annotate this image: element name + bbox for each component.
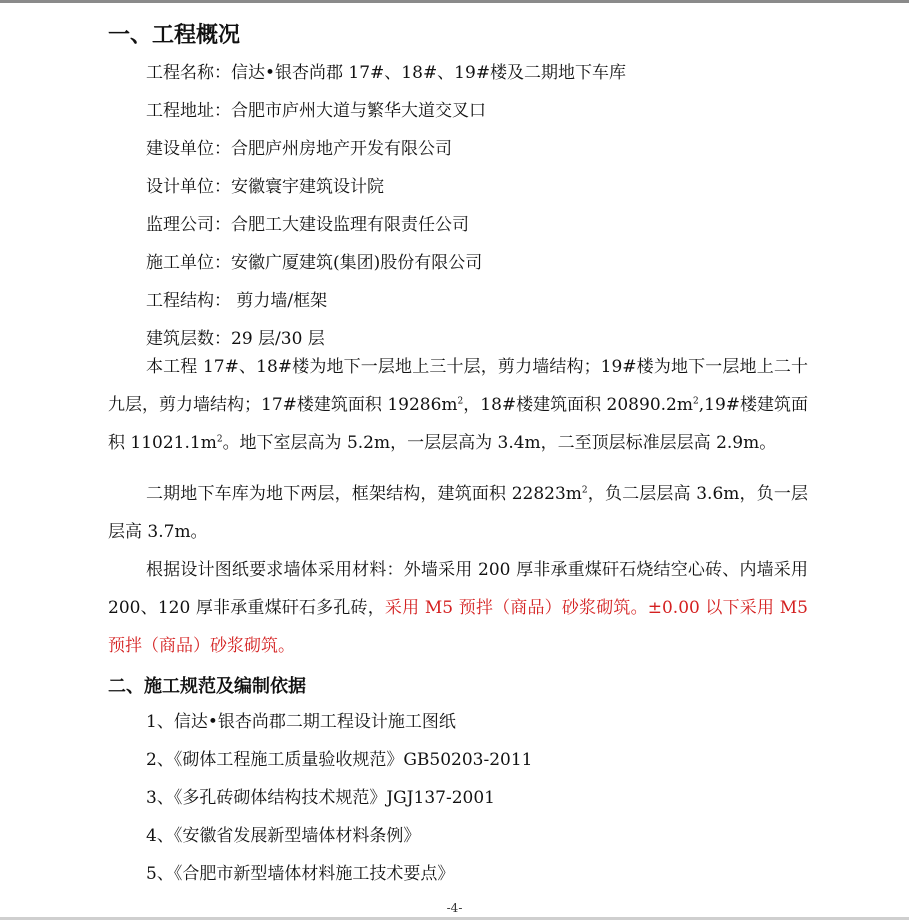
designer-line: 设计单位：安徽寰宇建筑设计院 [146,177,384,197]
structure-line: 工程结构： 剪力墙/框架 [146,291,328,311]
project-description-paragraph: 本工程 17#、18#楼为地下一层地上三十层，剪力墙结构；19#楼为地下一层地上二十九层，剪力墙结构；17#楼建筑面积 $19286m^2$，18#楼建筑面积 $20890.2m^2,19\#$楼建筑面积 $11021.1m^2$。地下室层高为 5.2m，一层层高为 3.4m，二至顶层标准层层高 2.9m。 [108,357,809,453]
section-heading-standards: 二、施工规范及编制依据 [108,676,306,697]
standard-item: 5、《合肥市新型墙体材料施工技术要点》 [146,864,455,884]
standard-item: 2、《砌体工程施工质量验收规范》GB50203-2011 [146,750,533,770]
page-top-border [0,0,909,3]
supervisor-line: 监理公司：合肥工大建设监理有限责任公司 [146,215,469,235]
wall-material-paragraph: 根据设计图纸要求墙体采用材料：外墙采用 200 厚非承重煤矸石烧结空心砖、内墙采用 200、120 厚非承重煤矸石多孔砖，采用 M5 预拌（商品）砂浆砌筑。±0.00 以下采用 M5 预拌（商品）砂浆砌筑。 [108,560,808,656]
section-heading-overview: 一、工程概况 [108,23,241,48]
mortar-requirement-highlight: 采用 M5 预拌（商品）砂浆砌筑。±0.00 以下采用 M5 预拌（商品）砂浆砌筑。 [108,598,808,656]
page-number: -4- [446,901,463,915]
standard-item: 4、《安徽省发展新型墙体材料条例》 [146,826,421,846]
project-name-line: 工程名称：信达•银杏尚郡 17#、18#、19#楼及二期地下车库 [146,63,627,83]
garage-description-paragraph: 二期地下车库为地下两层，框架结构，建筑面积 $22823m^2$，负二层层高 3.6m，负一层层高 3.7m。 [108,484,808,542]
standard-item: 3、《多孔砖砌体结构技术规范》JGJ137-2001 [146,788,495,808]
project-address-line: 工程地址：合肥市庐州大道与繁华大道交叉口 [146,101,486,121]
owner-line: 建设单位：合肥庐州房地产开发有限公司 [146,139,452,159]
contractor-line: 施工单位：安徽广厦建筑(集团)股份有限公司 [146,253,483,273]
floors-line: 建筑层数：29 层/30 层 [146,329,325,349]
standard-item: 1、信达•银杏尚郡二期工程设计施工图纸 [146,712,456,732]
